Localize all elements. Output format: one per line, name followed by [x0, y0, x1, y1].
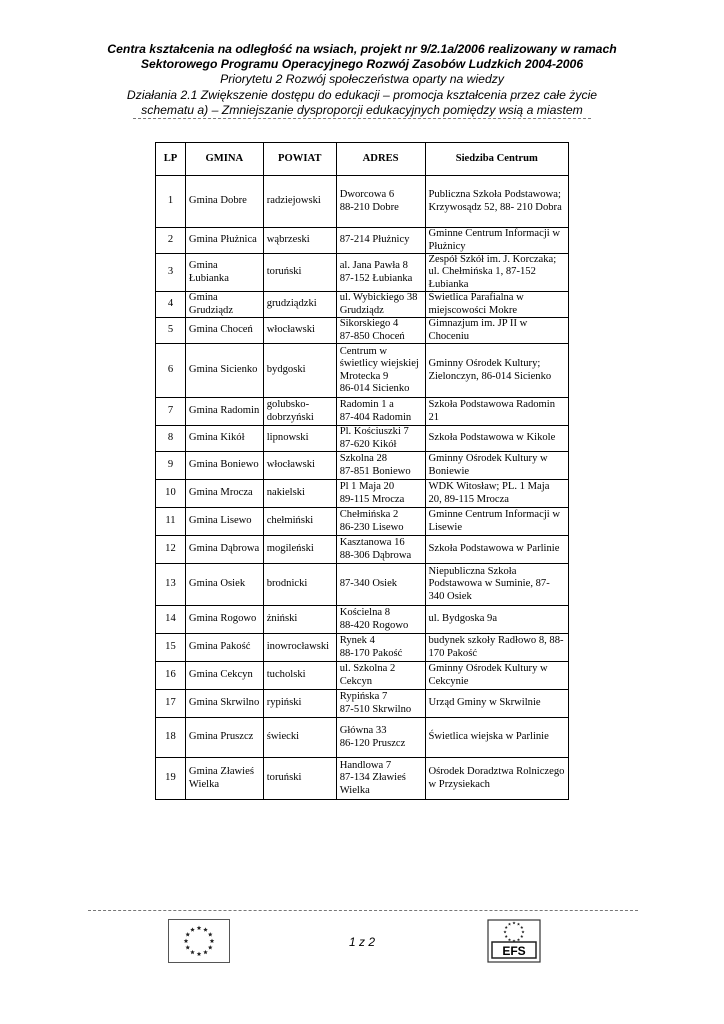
cell-siedziba: ul. Bydgoska 9a — [425, 606, 569, 634]
star-icon — [505, 926, 508, 929]
cell-adres: Chełmińska 2 86-230 Lisewo — [336, 508, 425, 536]
cell-gmina: Gmina Rogowo — [185, 606, 263, 634]
table-row — [156, 480, 569, 508]
cell-gmina: Gmina Grudziądz — [185, 292, 263, 318]
header-line-5: schematu a) – Zmniejszanie dysproporcji edukacyjnych pomiędzy wsią a miastem — [141, 102, 583, 117]
cell-gmina: Gmina Zławieś Wielka — [185, 758, 263, 800]
star-icon — [505, 935, 508, 938]
star-icon — [508, 938, 511, 941]
cell-powiat: nakielski — [263, 480, 336, 508]
cell-lp: 18 — [156, 718, 186, 758]
column-header-siedziba: Siedziba Centrum — [425, 143, 569, 176]
cell-powiat: lipnowski — [263, 426, 336, 452]
cell-adres: Pl 1 Maja 20 89-115 Mrocza — [336, 480, 425, 508]
table-row — [156, 318, 569, 344]
cell-siedziba: WDK Witosław; PL. 1 Maja 20, 89-115 Mrocza — [425, 480, 569, 508]
table-row — [156, 292, 569, 318]
cell-powiat: rypiński — [263, 690, 336, 718]
cell-gmina: Gmina Łubianka — [185, 254, 263, 292]
cell-powiat: bydgoski — [263, 344, 336, 398]
cell-lp: 17 — [156, 690, 186, 718]
cell-lp: 5 — [156, 318, 186, 344]
cell-adres: Rypińska 7 87-510 Skrwilno — [336, 690, 425, 718]
cell-lp: 9 — [156, 452, 186, 480]
cell-adres: Kościelna 8 88-420 Rogowo — [336, 606, 425, 634]
cell-gmina: Gmina Choceń — [185, 318, 263, 344]
cell-siedziba: Szkoła Podstawowa w Parlinie — [425, 536, 569, 564]
cell-powiat: włocławski — [263, 318, 336, 344]
cell-powiat: wąbrzeski — [263, 228, 336, 254]
table-row — [156, 254, 569, 292]
cell-adres: Pl. Kościuszki 7 87-620 Kikół — [336, 426, 425, 452]
cell-siedziba: Publiczna Szkoła Podstawowa; Krzywosądz 52, 88- 210 Dobra — [425, 176, 569, 228]
cell-adres: Handlowa 7 87-134 Zławieś Wielka — [336, 758, 425, 800]
cell-gmina: Gmina Sicienko — [185, 344, 263, 398]
table-row — [156, 508, 569, 536]
table-row — [156, 228, 569, 254]
star-icon — [520, 935, 523, 938]
cell-powiat: brodnicki — [263, 564, 336, 606]
cell-adres: Główna 33 86-120 Pruszcz — [336, 718, 425, 758]
cell-powiat: włocławski — [263, 452, 336, 480]
cell-siedziba: Gminny Ośrodek Kultury w Boniewie — [425, 452, 569, 480]
cell-adres: Sikorskiego 4 87-850 Choceń — [336, 318, 425, 344]
cell-adres: ul. Wybickiego 38 Grudziądz — [336, 292, 425, 318]
star-icon — [503, 930, 506, 933]
cell-siedziba: Gminne Centrum Informacji w Płużnicy — [425, 228, 569, 254]
star-icon — [508, 923, 511, 926]
cell-powiat: inowrocławski — [263, 634, 336, 662]
header-line-2: Sektorowego Programu Operacyjnego Rozwój Zasobów Ludzkich 2004-2006 — [140, 57, 584, 72]
header-line-4: Działania 2.1 Zwiększenie dostępu do edukacji – promocja kształcenia przez całe życie — [126, 87, 598, 102]
column-header-powiat: POWIAT — [263, 143, 336, 176]
cell-powiat: chełmiński — [263, 508, 336, 536]
cell-gmina: Gmina Lisewo — [185, 508, 263, 536]
cell-gmina: Gmina Kikół — [185, 426, 263, 452]
cell-lp: 6 — [156, 344, 186, 398]
footer-separator — [88, 910, 638, 911]
table-row — [156, 344, 569, 398]
cell-siedziba: Zespół Szkół im. J. Korczaka; ul. Chełmińska 1, 87-152 Łubianka — [425, 254, 569, 292]
cell-adres: 87-340 Osiek — [336, 564, 425, 606]
cell-gmina: Gmina Dąbrowa — [185, 536, 263, 564]
cell-lp: 11 — [156, 508, 186, 536]
cell-lp: 2 — [156, 228, 186, 254]
cell-siedziba: Szkoła Podstawowa w Kikole — [425, 426, 569, 452]
cell-powiat: tucholski — [263, 662, 336, 690]
cell-gmina: Gmina Boniewo — [185, 452, 263, 480]
cell-powiat: grudziądzki — [263, 292, 336, 318]
header-line-3: Priorytetu 2 Rozwój społeczeństwa oparty na wiedzy — [220, 72, 504, 87]
cell-adres: ul. Szkolna 2 Cekcyn — [336, 662, 425, 690]
cell-powiat: toruński — [263, 254, 336, 292]
cell-adres: Kasztanowa 16 88-306 Dąbrowa — [336, 536, 425, 564]
cell-gmina: Gmina Cekcyn — [185, 662, 263, 690]
star-icon — [512, 921, 515, 924]
column-header-adres: ADRES — [336, 143, 425, 176]
table-row — [156, 426, 569, 452]
cell-powiat: świecki — [263, 718, 336, 758]
cell-siedziba: Gimnazjum im. JP II w Choceniu — [425, 318, 569, 344]
cell-powiat: toruński — [263, 758, 336, 800]
cell-adres: al. Jana Pawła 8 87-152 Łubianka — [336, 254, 425, 292]
column-header-lp: LP — [156, 143, 186, 176]
cell-powiat: radziejowski — [263, 176, 336, 228]
star-icon — [517, 923, 520, 926]
cell-gmina: Gmina Osiek — [185, 564, 263, 606]
efs-logo-icon — [486, 918, 542, 964]
column-header-gmina: GMINA — [185, 143, 263, 176]
cell-lp: 4 — [156, 292, 186, 318]
cell-lp: 16 — [156, 662, 186, 690]
table-row — [156, 176, 569, 228]
table-row — [156, 718, 569, 758]
cell-lp: 15 — [156, 634, 186, 662]
cell-lp: 13 — [156, 564, 186, 606]
cell-gmina: Gmina Pruszcz — [185, 718, 263, 758]
cell-adres: Rynek 4 88-170 Pakość — [336, 634, 425, 662]
cell-adres: 87-214 Płużnicy — [336, 228, 425, 254]
table-row — [156, 564, 569, 606]
cell-powiat: żniński — [263, 606, 336, 634]
table-row — [156, 634, 569, 662]
star-icon — [517, 938, 520, 941]
table-row — [156, 606, 569, 634]
cell-lp: 10 — [156, 480, 186, 508]
star-icon — [521, 930, 524, 933]
table-row — [156, 758, 569, 800]
cell-lp: 3 — [156, 254, 186, 292]
table-row — [156, 452, 569, 480]
cell-siedziba: Szkoła Podstawowa Radomin 21 — [425, 398, 569, 426]
cell-siedziba: Gminne Centrum Informacji w Lisewie — [425, 508, 569, 536]
cell-adres: Centrum w świetlicy wiejskiej Mrotecka 9 86-014 Sicienko — [336, 344, 425, 398]
cell-lp: 7 — [156, 398, 186, 426]
table-row — [156, 536, 569, 564]
cell-lp: 14 — [156, 606, 186, 634]
table-body — [156, 176, 569, 800]
cell-siedziba: Urząd Gminy w Skrwilnie — [425, 690, 569, 718]
star-icon — [520, 926, 523, 929]
cell-gmina: Gmina Skrwilno — [185, 690, 263, 718]
efs-logo — [486, 918, 542, 964]
cell-lp: 1 — [156, 176, 186, 228]
cell-siedziba: Niepubliczna Szkoła Podstawowa w Suminie, 87-340 Osiek — [425, 564, 569, 606]
cell-gmina: Gmina Dobre — [185, 176, 263, 228]
cell-lp: 8 — [156, 426, 186, 452]
cell-adres: Szkolna 28 87-851 Boniewo — [336, 452, 425, 480]
cell-gmina: Gmina Pakość — [185, 634, 263, 662]
document-header — [40, 42, 684, 118]
cell-siedziba: budynek szkoły Radłowo 8, 88-170 Pakość — [425, 634, 569, 662]
table-row — [156, 690, 569, 718]
cell-gmina: Gmina Płużnica — [185, 228, 263, 254]
table-row — [156, 398, 569, 426]
cell-adres: Dworcowa 6 88-210 Dobre — [336, 176, 425, 228]
cell-gmina: Gmina Radomin — [185, 398, 263, 426]
header-line-1: Centra kształcenia na odległość na wsiach, projekt nr 9/2.1a/2006 realizowany w ramach — [107, 42, 617, 56]
cell-siedziba: Świetlica wiejska w Parlinie — [425, 718, 569, 758]
cell-siedziba: Ośrodek Doradztwa Rolniczego w Przysiekach — [425, 758, 569, 800]
cell-gmina: Gmina Mrocza — [185, 480, 263, 508]
efs-logo-text: EFS — [502, 944, 526, 958]
table-row — [156, 662, 569, 690]
cell-adres: Radomin 1 a 87-404 Radomin — [336, 398, 425, 426]
cell-lp: 19 — [156, 758, 186, 800]
cell-lp: 12 — [156, 536, 186, 564]
cell-siedziba: Gminny Ośrodek Kultury; Zielonczyn, 86-014 Sicienko — [425, 344, 569, 398]
header-separator — [133, 118, 591, 119]
cell-siedziba: Gminny Ośrodek Kultury w Cekcynie — [425, 662, 569, 690]
gmina-table — [155, 142, 569, 800]
table-header-row — [156, 143, 569, 176]
cell-powiat: golubsko-dobrzyński — [263, 398, 336, 426]
page-number: 1 z 2 — [348, 935, 375, 949]
cell-powiat: mogileński — [263, 536, 336, 564]
cell-siedziba: Świetlica Parafialna w miejscowości Mokre — [425, 292, 569, 318]
